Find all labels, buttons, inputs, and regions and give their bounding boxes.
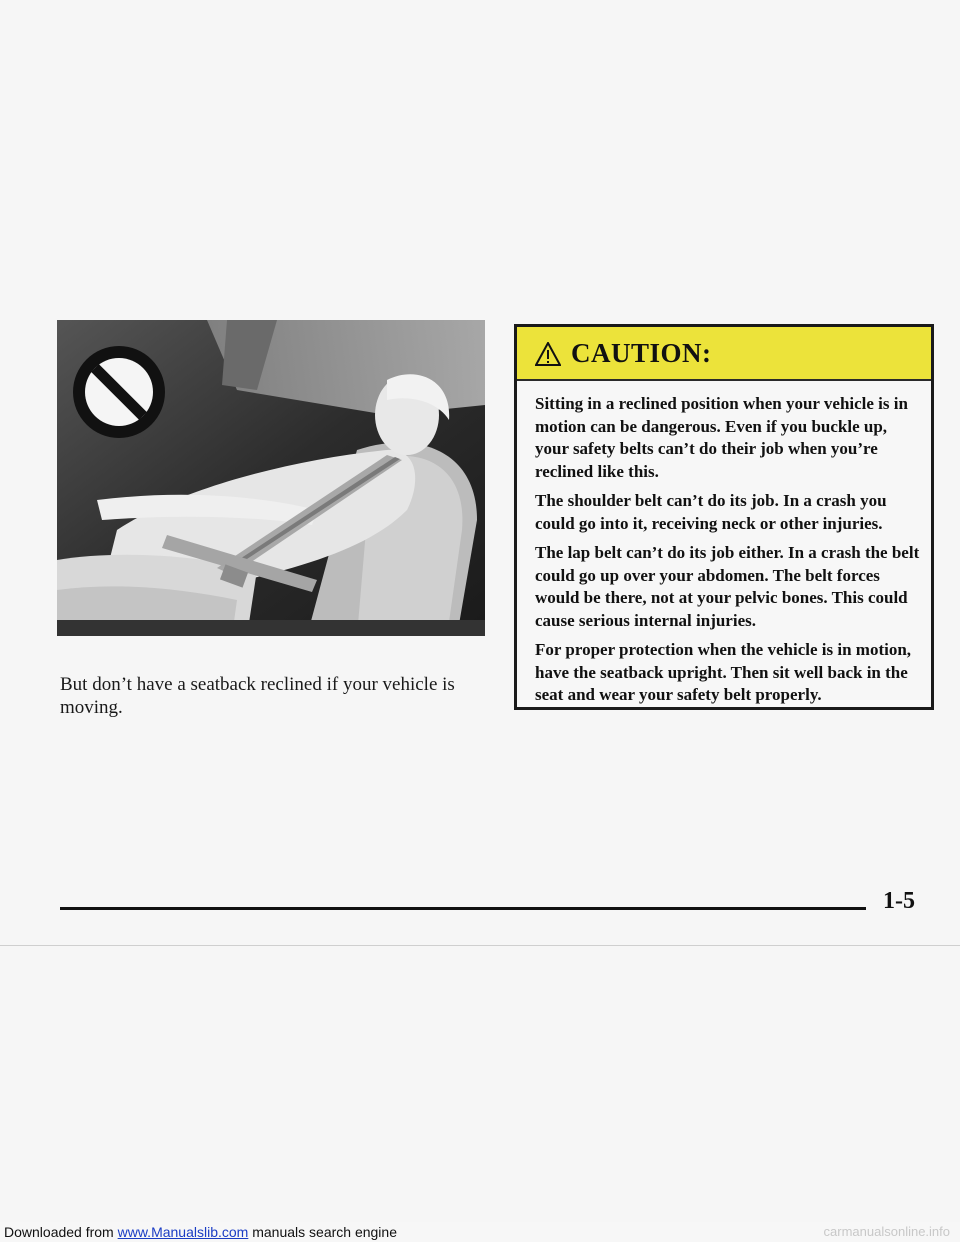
warning-triangle-icon bbox=[535, 342, 561, 366]
download-suffix: manuals search engine bbox=[252, 1224, 397, 1240]
watermark: carmanualsonline.info bbox=[823, 1224, 950, 1239]
reclined-seat-illustration bbox=[57, 320, 485, 636]
manualslib-link[interactable]: www.Manualslib.com bbox=[117, 1224, 249, 1240]
caution-box bbox=[514, 324, 934, 710]
footer-divider bbox=[0, 945, 960, 946]
prohibition-icon bbox=[73, 346, 165, 438]
caution-paragraph: For proper protection when the vehicle is in motion, have the seatback upright. Then sit well back in the seat and wear your safety belt properly. bbox=[535, 640, 912, 704]
page-number: 1-5 bbox=[883, 888, 915, 914]
caution-body bbox=[535, 393, 923, 714]
caution-paragraph: The lap belt can’t do its job either. In a crash the belt could go up over your abdomen. The belt forces would be there, not at your pelvic bones. This could cause serious internal injuries. bbox=[535, 543, 920, 630]
footer-rule bbox=[60, 907, 866, 910]
caution-paragraph: Sitting in a reclined position when your vehicle is in motion can be dangerous. Even if you buckle up, your safety belts can’t do their job when you’re reclined like this. bbox=[535, 394, 908, 481]
seatback-reclined-text: But don’t have a seatback reclined if your vehicle is moving. bbox=[60, 674, 455, 718]
caution-header bbox=[517, 327, 931, 381]
caution-title: CAUTION: bbox=[571, 337, 712, 368]
caution-paragraph: The shoulder belt can’t do its job. In a crash you could go into it, receiving neck or other injuries. bbox=[535, 491, 887, 533]
download-bar bbox=[0, 1222, 960, 1242]
download-prefix: Downloaded from bbox=[4, 1224, 114, 1240]
